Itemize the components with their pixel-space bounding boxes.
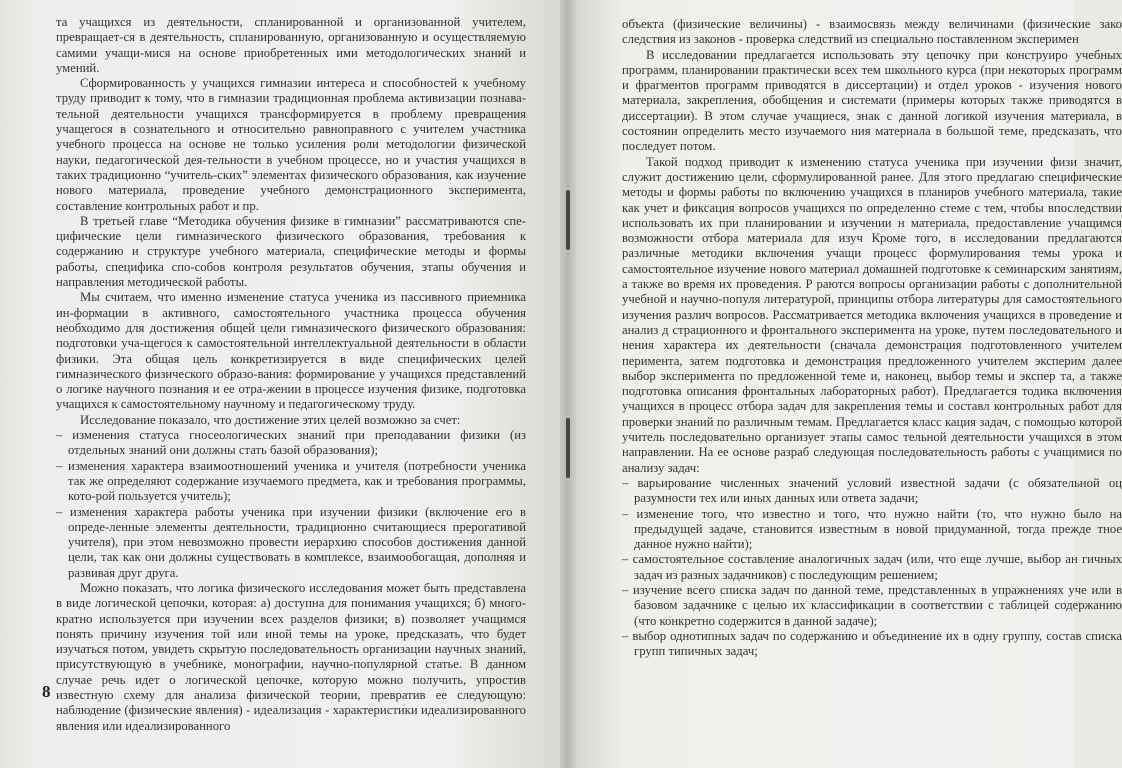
- paragraph: объекта (физические величины) - взаимосвязь между величинами (физические зако следствия из законов - проверка следствий из специально поставленном эксперимен: [622, 17, 1122, 47]
- list-item: – изменения характера взаимоотношений ученика и учителя (потребности ученика так же определяют содержание изучаемого предмета, как и требования программы, кото-рой пользуется учитель);: [56, 458, 526, 504]
- paragraph: В третьей главе “Методика обучения физике в гимназии” рассматриваются спе-цифические цели гимназического физического образования, требования к содержанию и структуре учебного материала, специфические методы и формы работы, специфика спо-собов контроля результатов обучения, этапы обучения и направления методической работы.: [56, 213, 526, 290]
- bottom-staple: [566, 418, 570, 478]
- list-item: – выбор однотипных задач по содержанию и объединение их в одну группу, состав списка групп типичных задач;: [622, 628, 1122, 659]
- list-item: – изменение того, что известно и того, что нужно найти (то, что нужно было на предыдущей задаче, становится известным в новой придуманной, тогда прежде тное данное нужно найти);: [622, 506, 1122, 552]
- right-text-column: [622, 17, 1122, 659]
- top-staple: [566, 190, 570, 250]
- paragraph: В исследовании предлагается использовать эту цепочку при конструиро учебных программ, планировании практически всех тем школьного курса (при некоторых программ и фрагментов программ приводятся в диссертации) и отдел уроков - изучения нового материала, закрепления, обобщения и системати (примеры которых также приводятся в диссертации). В этом случае учащиеся, знак с данной логикой изучения материала, в состоянии определить место изучаемого ния материала в большой теме, предсказать, что последует потом.: [622, 47, 1122, 154]
- paragraph: Такой подход приводит к изменению статуса ученика при изучении физи значит, служит достижению цели, сформулированной ранее. Для этого предлагаю специфические методы и формы работы по включению учащихся в планиров учебного материала, такие как учет и фиксация вопросов учащихся по определенно стеме с тем, чтобы впоследствии использовать их при планировании и изучении н материала, предоставление учащимся возможности отбора материала для изуч Кроме того, в исследовании предлагаются различные методики включения учащи процесс формулирования темы урока и самостоятельное изучение нового материал домашней подготовке к семинарским занятиям, а также во время их проведения. Р раются вопросы организации работы с дополнительной учебной и научно-популя литературой, принципы отбора литературы для самостоятельного изучения различ вопросов. Рассматривается методика включения учащихся в проведение и анализ д страционного и фронтального эксперимента на уроке, путем последовательного и нения характера их деятельности (сначала демонстрация подготовленного учителем перимента, затем подготовка и демонстрация предложенного учителем эксперим далее выбор эксперимента по предложенной теме и, наконец, выбор темы и экспер та, а также подготовка описания фронтальных лабораторных работ). Предлагается тодика включения учащихся в процесс отбора задач для закрепления темы и составл контрольных работ для проверки знаний по различным темам. Предлагается класс кация задач, с помощью которой учитель последовательно организует этапы самос тельной деятельности учащихся в этом направлении. На ее основе разраб следующая последовательность работы с учащимися по анализу задач:: [622, 154, 1122, 475]
- paragraph: Исследование показало, что достижение этих целей возможно за счет:: [80, 412, 461, 427]
- right-page: [576, 0, 1122, 768]
- page-number: 8: [42, 682, 51, 701]
- list-item: – изучение всего списка задач по данной теме, представленных в упражнениях уче или в базовом задачнике с целью их классификации в соответствии с таблицей содержанию (что конкретно содержится в данной задаче);: [622, 582, 1122, 628]
- paragraph: Сформированность у учащихся гимназии интереса и способностей к учебному труду приводит к тому, что в гимназии традиционная проблема активизации познава-тельной деятельности учащихся трансформируется в проблему превращения учащегося в сознательного и относительно равноправного с учителем участника учебного процесса на основе не только усиления роли методологии физической науки, педагогической дея-тельности в учебном процессе, но и участия учащихся в таких традиционно “учитель-ских” элементах физического образования, как изучение нового материала, проведение учебного демонстрационного эксперимента, составление контрольных работ и пр.: [56, 76, 526, 213]
- list-item: – варьирование численных значений условий известной задачи (с обязательной оц разумности тех или иных данных или ответа задачи;: [622, 475, 1122, 506]
- left-page: [0, 0, 560, 768]
- left-text-column: [56, 15, 526, 734]
- list-item: – изменения статуса гносеологических знаний при преподавании физики (из отдельных знаний они должны стать базой образования);: [56, 428, 526, 458]
- paragraph: та учащихся из деятельности, спланированной и организованной учителем, превращает-ся в деятельность, спланированную, организованную и осуществляемую самими учащи-мися на основе приобретенных ими методологических знаний и умений.: [56, 15, 526, 75]
- list-item: – самостоятельное составление аналогичных задач (или, что еще лучше, выбор ан гичных задач из разных задачников) с последующим решением;: [622, 552, 1122, 582]
- list-item: – изменения характера работы ученика при изучении физики (включение его в опреде-ленные элементы деятельности, традиционно считающиеся прерогативой учителя), при этом невозможно провести иерархию способов достижения данной цели, так как они должны существовать в комплексе, взаимообогащая, дополняя и развивая друг друга.: [56, 504, 526, 580]
- paragraph: Мы считаем, что именно изменение статуса ученика из пассивного приемника ин-формации в активного, самостоятельного участника процесса обучения необходимо для достижения общей цели гимназического физического образования: подготовки уча-щегося к самостоятельной интеллектуальной деятельности в области физики. Эта общая цель конкретизируется в виде специфических целей гимназического физического образо-вания: формирование у учащихся представлений о логике научного познания и ее отра-жении в процессе изучения физике, подготовка учащихся к самостоятельному научному и педагогическому труду.: [56, 290, 526, 412]
- book-gutter: [560, 0, 576, 768]
- paragraph: Можно показать, что логика физического исследования может быть представлена в виде логической цепочки, которая: а) доступна для понимания учащихся; б) много-кратно используется при изучении всех разделов физики; в) позволяет учащимся понять причину изучения той или иной темы на уроке, предсказать, что будет изучаться потом, увидеть скрытую последовательность организации научных знаний, присутствующую в учебнике, монографии, научно-популярной статье. В данном случае речь идет о логической цепочке, которую можно получить, упростив известную схему для анализа физической теории, превратив ее следующую: наблюдение (физические явления) - идеализация - характеристики идеализированного явления или идеализированного: [56, 580, 526, 733]
